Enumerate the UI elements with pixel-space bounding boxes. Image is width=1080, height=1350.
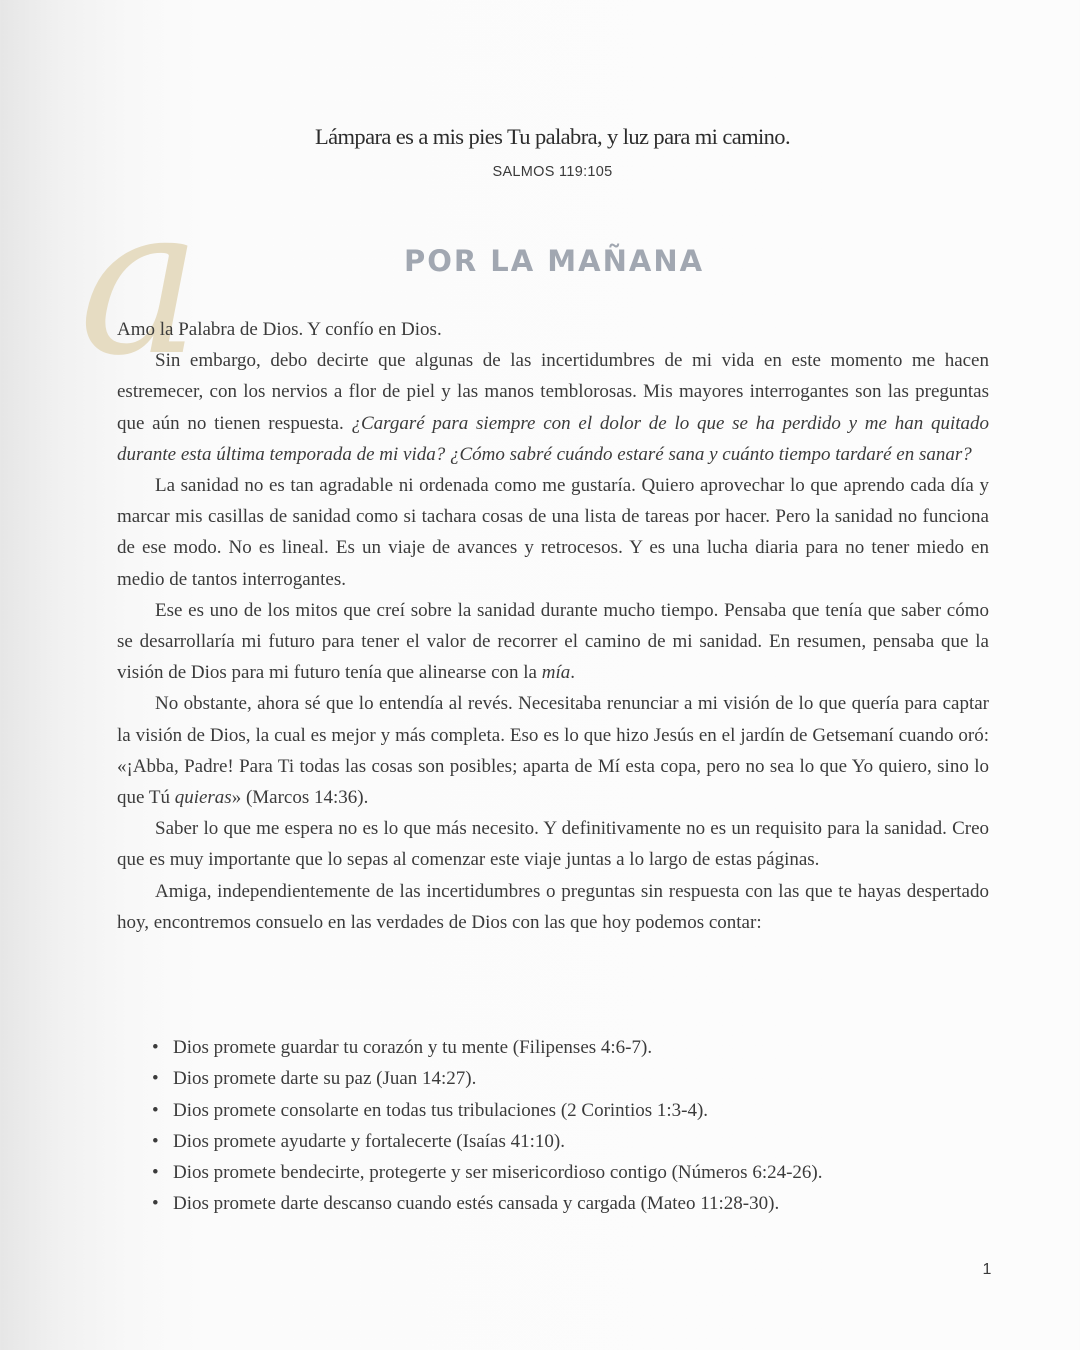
list-item — [152, 1188, 992, 1219]
paragraph-4-end: . — [570, 662, 575, 684]
paragraph-5-text: No obstante, ahora sé que lo entendía al revés. Necesitaba renunciar a mi visión de lo que quería para captar la visión de Dios, la cual es mejor y más completa. Eso es lo que hizo Jesús en el jardín de Getsemaní cuando oró: «¡Abba, Padre! Para Ti todas las cosas son posibles; aparta de Mí esta copa, pero no sea lo que Yo quiero, sino lo que Tú — [117, 693, 989, 809]
page-number: 1 — [982, 1261, 992, 1278]
bullet-icon: • — [152, 1037, 159, 1058]
list-item — [152, 1126, 992, 1157]
list-item — [152, 1063, 992, 1094]
decorative-dropcap: a — [79, 163, 202, 401]
paragraph-2-italic-questions: ¿Cargaré para siempre con el dolor de lo que se ha perdido y me han quitado durante esta última temporada de mi vida? ¿Cómo sabré cuándo estaré sana y cuánto tiempo tardaré en sanar? — [117, 412, 990, 465]
bullet-icon: • — [152, 1068, 159, 1090]
paragraph-2 — [117, 345, 989, 470]
body-text — [117, 314, 989, 938]
list-item-text: Dios promete consolarte en todas tus tribulaciones (2 Corintios 1:3-4). — [173, 1099, 709, 1121]
list-item-text: Dios promete ayudarte y fortalecerte (Isaías 41:10). — [173, 1130, 565, 1152]
list-item-text: Dios promete guardar tu corazón y tu mente (Filipenses 4:6-7). — [173, 1037, 653, 1058]
paragraph-6: Saber lo que me espera no es lo que más necesito. Y definitivamente no es un requisito para la sanidad. Creo que es muy importante que lo sepas al comenzar este viaje juntas a lo largo de estas páginas. — [117, 818, 989, 871]
promise-list — [152, 1032, 992, 1220]
paragraph-4-text: Ese es uno de los mitos que creí sobre la sanidad durante mucho tiempo. Pensaba que tenía que saber cómo se desarrollaría mi futuro para tener el valor de recorrer el camino de mi sanidad. En resumen, pensaba que la visión de Dios para mi futuro tenía que alinearse con la — [117, 599, 989, 684]
paragraph-3: La sanidad no es tan agradable ni ordenada como me gustaría. Quiero aprovechar lo que aprendo cada día y marcar mis casillas de sanidad como si tachara cosas de una lista de tareas por hacer. Pero la sanidad no funciona de ese modo. No es lineal. Es un viaje de avances y retrocesos. Y es una lucha diaria para no tener miedo en medio de tantos interrogantes. — [117, 475, 989, 590]
epigraph-quote: Lámpara es a mis pies Tu palabra, y luz para mi camino. — [315, 124, 790, 149]
list-item-text: Dios promete bendecirte, protegerte y ser misericordioso contigo (Números 6:24-26). — [173, 1162, 823, 1184]
list-item-text: Dios promete darte descanso cuando estés cansada y cargada (Mateo 11:28-30). — [173, 1193, 780, 1215]
paragraph-4 — [117, 595, 989, 689]
paragraph-5 — [117, 688, 989, 813]
bullet-icon: • — [152, 1130, 159, 1152]
paragraph-5-end: » (Marcos 14:36). — [231, 787, 369, 809]
bullet-icon: • — [152, 1193, 159, 1215]
paragraph-2-text: Sin embargo, debo decirte que algunas de las incertidumbres de mi vida en este momento me hacen estremecer, con los nervios a flor de piel y las manos temblorosas. Mis mayores interrogantes son las preguntas que aún no tienen respuesta. — [117, 350, 989, 434]
paragraph-5-italic-word: quieras — [174, 787, 232, 809]
bullet-icon: • — [152, 1099, 159, 1121]
section-heading: POR LA MAÑANA — [403, 244, 705, 278]
list-item — [152, 1157, 992, 1188]
list-item — [152, 1032, 992, 1063]
paragraph-4-italic-word: mía — [541, 662, 571, 684]
paragraph-7: Amiga, independientemente de las incertidumbres o preguntas sin respuesta con las que te hayas despertado hoy, encontremos consuelo en las verdades de Dios con las que hoy podemos contar: — [117, 880, 989, 933]
bullet-icon: • — [152, 1162, 159, 1184]
epigraph-reference: SALMOS 119:105 — [492, 164, 613, 180]
list-item-text: Dios promete darte su paz (Juan 14:27). — [173, 1068, 477, 1090]
paragraph-1: Amo la Palabra de Dios. Y confío en Dios. — [117, 319, 442, 340]
list-item — [152, 1095, 992, 1126]
